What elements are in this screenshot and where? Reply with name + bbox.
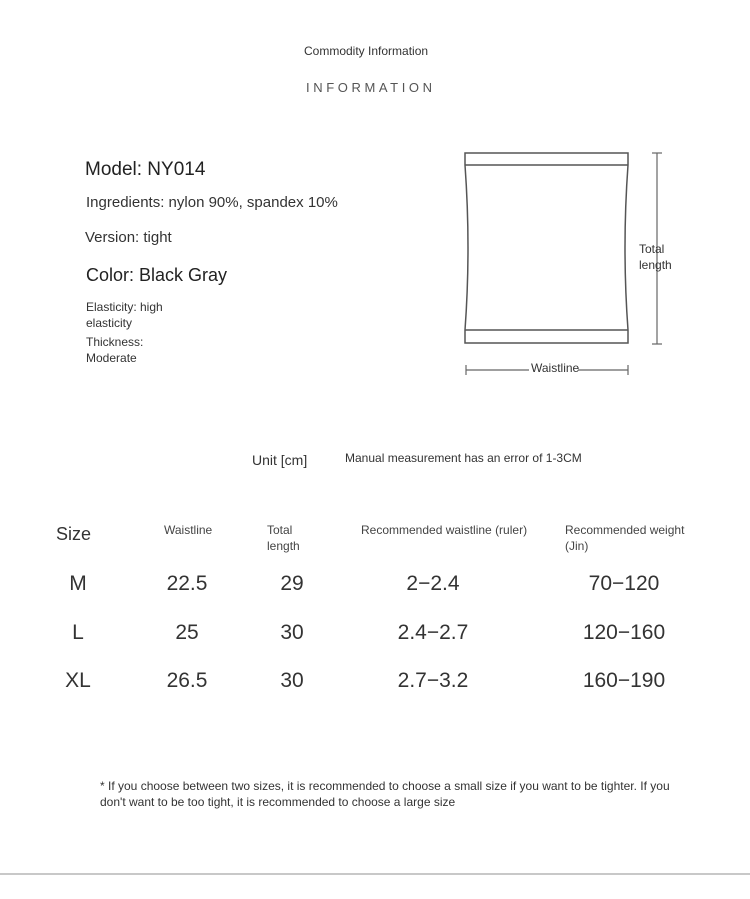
table-cell-size: XL: [65, 669, 91, 692]
waistline-label: Waistline: [531, 361, 580, 375]
header-recommended-weight: Recommended weight (Jin): [565, 523, 685, 553]
table-cell-waistline: 26.5: [166, 669, 208, 692]
header-size: Size: [56, 524, 92, 544]
section-subtitle: INFORMATION: [306, 80, 436, 95]
total-length-label: Total length: [639, 242, 672, 272]
table-cell-rec-waistline: 2.4−2.7: [397, 621, 469, 644]
table-cell-rec-waistline: 2.7−3.2: [397, 669, 469, 692]
table-cell-rec-weight: 160−190: [582, 669, 666, 692]
section-title: Commodity Information: [304, 44, 429, 58]
measurement-note: Manual measurement has an error of 1-3CM: [345, 451, 582, 465]
header-waistline: Waistline: [164, 523, 213, 537]
bottom-divider: [0, 873, 750, 875]
garment-diagram: [455, 145, 685, 390]
table-cell-total-length: 29: [280, 572, 304, 595]
ingredients-text: Ingredients: nylon 90%, spandex 10%: [86, 194, 338, 211]
table-cell-total-length: 30: [280, 621, 304, 644]
color-text: Color: Black Gray: [86, 265, 228, 285]
size-advice-footnote: * If you choose between two sizes, it is recommended to choose a small size if you want to be tighter. If you don't want to be too tight, it is recommended to choose a large size: [100, 779, 670, 809]
table-cell-rec-weight: 70−120: [588, 572, 660, 595]
unit-label: Unit [cm]: [252, 452, 308, 468]
table-cell-waistline: 22.5: [166, 572, 208, 595]
table-cell-total-length: 30: [280, 669, 304, 692]
table-cell-waistline: 25: [175, 621, 199, 644]
table-cell-size: L: [72, 621, 84, 644]
header-total-length: Total length: [267, 523, 300, 553]
elasticity-text: Elasticity: high elasticity: [86, 300, 163, 330]
table-cell-rec-weight: 120−160: [582, 621, 666, 644]
thickness-text: Thickness: Moderate: [86, 335, 144, 365]
version-text: Version: tight: [85, 229, 172, 246]
header-recommended-waistline: Recommended waistline (ruler): [361, 523, 528, 537]
table-cell-rec-waistline: 2−2.4: [406, 572, 460, 595]
table-cell-size: M: [69, 572, 87, 595]
model-text: Model: NY014: [85, 159, 206, 180]
